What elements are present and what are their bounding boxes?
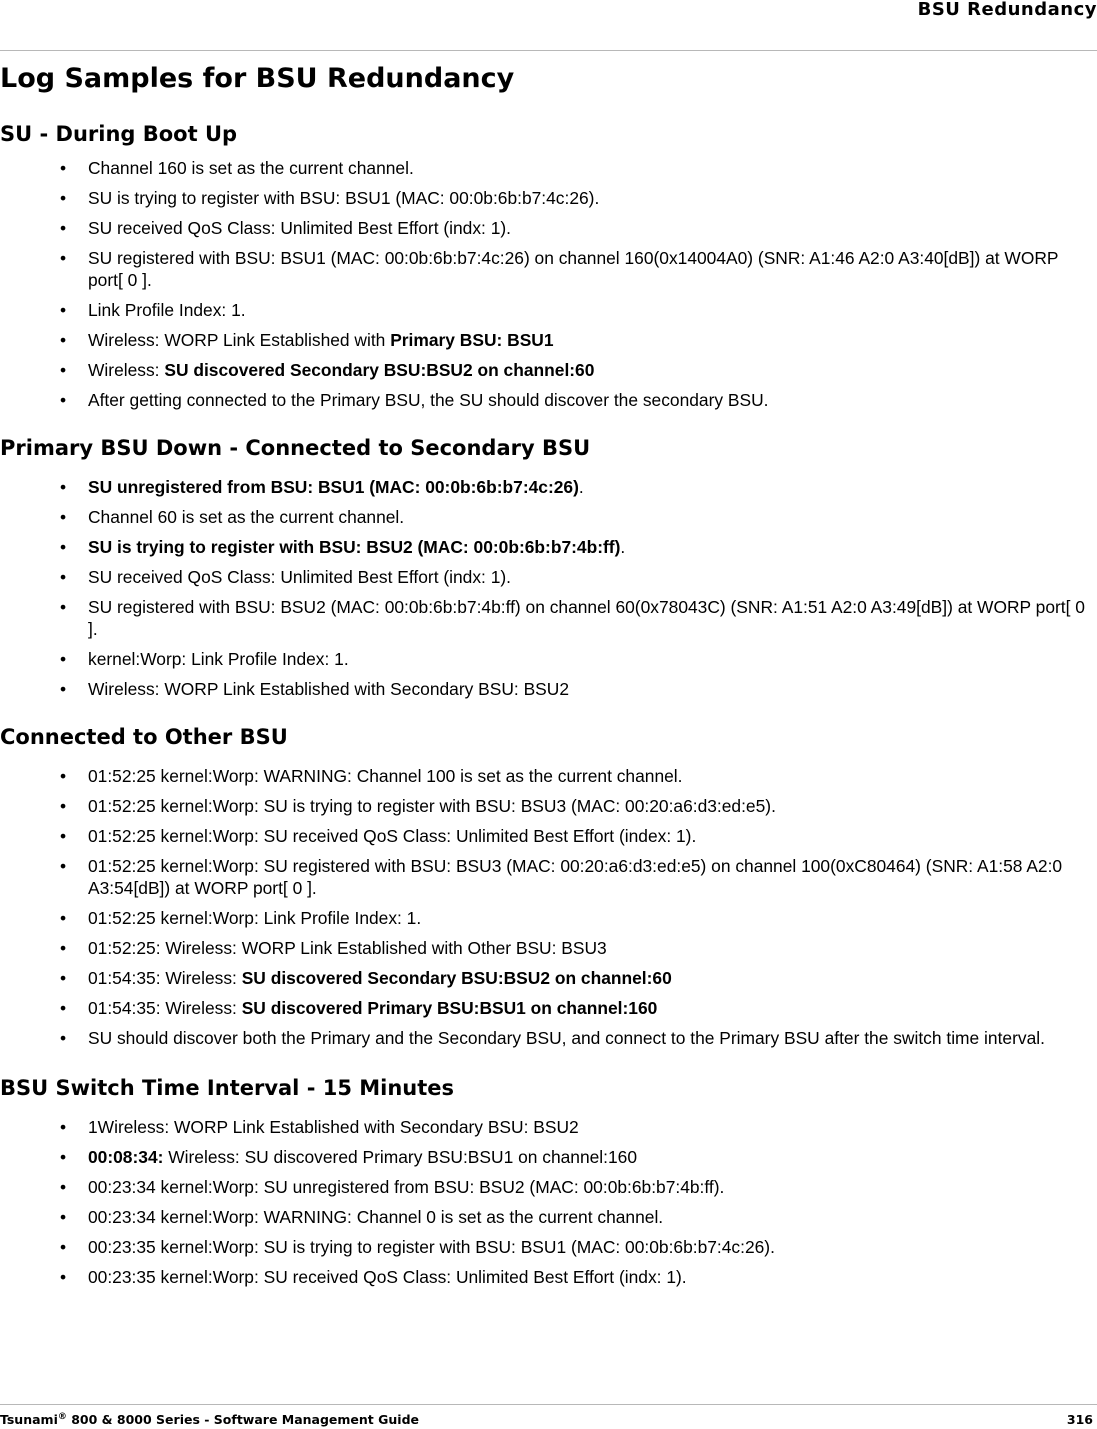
list-item xyxy=(0,1027,1097,1049)
list-item xyxy=(0,536,1097,558)
list-item-text: 00:23:34 kernel:Worp: SU unregistered from BSU: BSU2 (MAC: 00:0b:6b:b7:4b:ff). xyxy=(88,1177,725,1197)
list-item xyxy=(0,765,1097,787)
bullet-marker: • xyxy=(60,1237,67,1257)
list-item-text: 01:54:35: Wireless: xyxy=(88,998,242,1018)
bullet-marker: • xyxy=(60,188,67,208)
bullet-marker: • xyxy=(60,300,67,320)
list-item-text: 1Wireless: WORP Link Established with Secondary BSU: BSU2 xyxy=(88,1117,579,1137)
bullet-marker: • xyxy=(60,968,67,988)
section-list-primary-down xyxy=(0,476,1097,700)
list-item xyxy=(0,506,1097,528)
list-item-text: 00:23:35 kernel:Worp: SU received QoS Class: Unlimited Best Effort (indx: 1). xyxy=(88,1267,687,1287)
list-item xyxy=(0,907,1097,929)
list-item-text: SU should discover both the Primary and the Secondary BSU, and connect to the Primary BSU after the switch time interval. xyxy=(88,1028,1045,1048)
list-item xyxy=(0,299,1097,321)
list-item xyxy=(0,795,1097,817)
bullet-marker: • xyxy=(60,826,67,846)
bullet-marker: • xyxy=(60,507,67,527)
list-item-bold-text: SU is trying to register with BSU: BSU2 (MAC: 00:0b:6b:b7:4b:ff) xyxy=(88,537,621,557)
section-list-boot-up xyxy=(0,157,1097,411)
list-item xyxy=(0,596,1097,640)
list-item xyxy=(0,1146,1097,1168)
list-item-text: SU registered with BSU: BSU1 (MAC: 00:0b:6b:b7:4c:26) on channel 160(0x14004A0) (SNR: A1:46 A2:0 A3:40[dB]) at WORP port[ 0 ]. xyxy=(88,248,1059,290)
list-item-text: Wireless: WORP Link Established with xyxy=(88,330,391,350)
bullet-marker: • xyxy=(60,679,67,699)
section-heading-switch-interval: BSU Switch Time Interval - 15 Minutes xyxy=(0,1076,455,1100)
running-header-chapter-title: BSU Redundancy xyxy=(917,0,1097,20)
list-item-bold-text: Primary BSU: BSU1 xyxy=(390,330,554,350)
section-heading-other-bsu: Connected to Other BSU xyxy=(0,725,288,749)
footer-page-number: 316 xyxy=(1066,1412,1093,1427)
list-item xyxy=(0,217,1097,239)
bullet-marker: • xyxy=(60,390,67,410)
footer-rule xyxy=(0,1404,1097,1405)
list-item-text: SU received QoS Class: Unlimited Best Effort (indx: 1). xyxy=(88,567,512,587)
bullet-marker: • xyxy=(60,1028,67,1048)
bullet-marker: • xyxy=(60,649,67,669)
section-list-switch-interval xyxy=(0,1116,1097,1288)
list-item-text: SU is trying to register with BSU: BSU1 (MAC: 00:0b:6b:b7:4c:26). xyxy=(88,188,600,208)
list-item-text: Channel 160 is set as the current channel. xyxy=(88,158,414,178)
list-item-text: Link Profile Index: 1. xyxy=(88,300,246,320)
list-item-text: SU registered with BSU: BSU2 (MAC: 00:0b:6b:b7:4b:ff) on channel 60(0x78043C) (SNR: A1:51 A2:0 A3:49[dB]) at WORP port[ 0 ]. xyxy=(88,597,1085,639)
list-item-text: 00:23:35 kernel:Worp: SU is trying to register with BSU: BSU1 (MAC: 00:0b:6b:b7:4c:26). xyxy=(88,1237,775,1257)
footer-product-name: Tsunami xyxy=(0,1412,58,1427)
list-item xyxy=(0,1236,1097,1258)
list-item-text: Channel 60 is set as the current channel. xyxy=(88,507,405,527)
page-content xyxy=(0,60,1097,1296)
list-item-text: 01:52:25 kernel:Worp: SU registered with BSU: BSU3 (MAC: 00:20:a6:d3:ed:e5) on channel 100(0xC80464) (SNR: A1:58 A2:0 A3:54[dB]) at WORP port[ 0 ]. xyxy=(88,856,1063,898)
list-item xyxy=(0,855,1097,899)
list-item xyxy=(0,476,1097,498)
bullet-marker: • xyxy=(60,158,67,178)
list-item-text: 01:54:35: Wireless: xyxy=(88,968,242,988)
list-item xyxy=(0,967,1097,989)
bullet-marker: • xyxy=(60,330,67,350)
list-item-text: SU received QoS Class: Unlimited Best Effort (indx: 1). xyxy=(88,218,512,238)
bullet-marker: • xyxy=(60,597,67,617)
bullet-marker: • xyxy=(60,477,67,497)
list-item-bold-text: SU discovered Secondary BSU:BSU2 on channel:60 xyxy=(241,968,672,988)
bullet-marker: • xyxy=(60,218,67,238)
list-item xyxy=(0,157,1097,179)
list-item-text: Wireless: SU discovered Primary BSU:BSU1 on channel:160 xyxy=(163,1147,638,1167)
list-item-bold-text: SU discovered Primary BSU:BSU1 on channel:160 xyxy=(241,998,658,1018)
list-item xyxy=(0,937,1097,959)
list-item-bold-text: SU unregistered from BSU: BSU1 (MAC: 00:0b:6b:b7:4c:26) xyxy=(88,477,579,497)
list-item xyxy=(0,247,1097,291)
registered-mark: ® xyxy=(57,1411,67,1422)
list-item xyxy=(0,1176,1097,1198)
list-item-text: Wireless: WORP Link Established with Secondary BSU: BSU2 xyxy=(88,679,570,699)
list-item-bold-text: SU discovered Secondary BSU:BSU2 on channel:60 xyxy=(164,360,595,380)
list-item-text: 00:23:34 kernel:Worp: WARNING: Channel 0 is set as the current channel. xyxy=(88,1207,664,1227)
list-item-text: kernel:Worp: Link Profile Index: 1. xyxy=(88,649,349,669)
list-item-text: Wireless: xyxy=(88,360,165,380)
header-rule xyxy=(0,50,1097,51)
list-item xyxy=(0,187,1097,209)
list-item xyxy=(0,678,1097,700)
list-item-text: 01:52:25 kernel:Worp: WARNING: Channel 100 is set as the current channel. xyxy=(88,766,683,786)
bullet-marker: • xyxy=(60,908,67,928)
bullet-marker: • xyxy=(60,1267,67,1287)
bullet-marker: • xyxy=(60,998,67,1018)
bullet-marker: • xyxy=(60,1117,67,1137)
bullet-marker: • xyxy=(60,537,67,557)
list-item xyxy=(0,1266,1097,1288)
list-item-text: . xyxy=(620,537,626,557)
bullet-marker: • xyxy=(60,1147,67,1167)
bullet-marker: • xyxy=(60,1177,67,1197)
list-item xyxy=(0,566,1097,588)
list-item-bold-text: 00:08:34: xyxy=(88,1147,164,1167)
bullet-marker: • xyxy=(60,856,67,876)
bullet-marker: • xyxy=(60,938,67,958)
list-item xyxy=(0,825,1097,847)
bullet-marker: • xyxy=(60,360,67,380)
list-item-text: After getting connected to the Primary BSU, the SU should discover the secondary BSU. xyxy=(88,390,769,410)
section-heading-boot-up: SU - During Boot Up xyxy=(0,122,238,146)
list-item-text: 01:52:25 kernel:Worp: Link Profile Index: 1. xyxy=(88,908,422,928)
list-item-text: 01:52:25 kernel:Worp: SU received QoS Class: Unlimited Best Effort (index: 1). xyxy=(88,826,697,846)
page-title: Log Samples for BSU Redundancy xyxy=(0,63,515,94)
bullet-marker: • xyxy=(60,766,67,786)
bullet-marker: • xyxy=(60,796,67,816)
list-item-text: 01:52:25: Wireless: WORP Link Established with Other BSU: BSU3 xyxy=(88,938,607,958)
list-item xyxy=(0,359,1097,381)
footer-guide-subtitle: 800 & 8000 Series - Software Management Guide xyxy=(66,1412,420,1427)
bullet-marker: • xyxy=(60,1207,67,1227)
list-item-text: . xyxy=(578,477,584,497)
bullet-marker: • xyxy=(60,248,67,268)
list-item xyxy=(0,1206,1097,1228)
section-heading-primary-down: Primary BSU Down - Connected to Secondary BSU xyxy=(0,436,591,460)
list-item-text: 01:52:25 kernel:Worp: SU is trying to register with BSU: BSU3 (MAC: 00:20:a6:d3:ed:e5). xyxy=(88,796,776,816)
list-item xyxy=(0,997,1097,1019)
list-item xyxy=(0,329,1097,351)
list-item xyxy=(0,389,1097,411)
bullet-marker: • xyxy=(60,567,67,587)
list-item xyxy=(0,648,1097,670)
list-item xyxy=(0,1116,1097,1138)
footer-guide-title xyxy=(0,1412,419,1428)
section-list-other-bsu xyxy=(0,765,1097,1049)
